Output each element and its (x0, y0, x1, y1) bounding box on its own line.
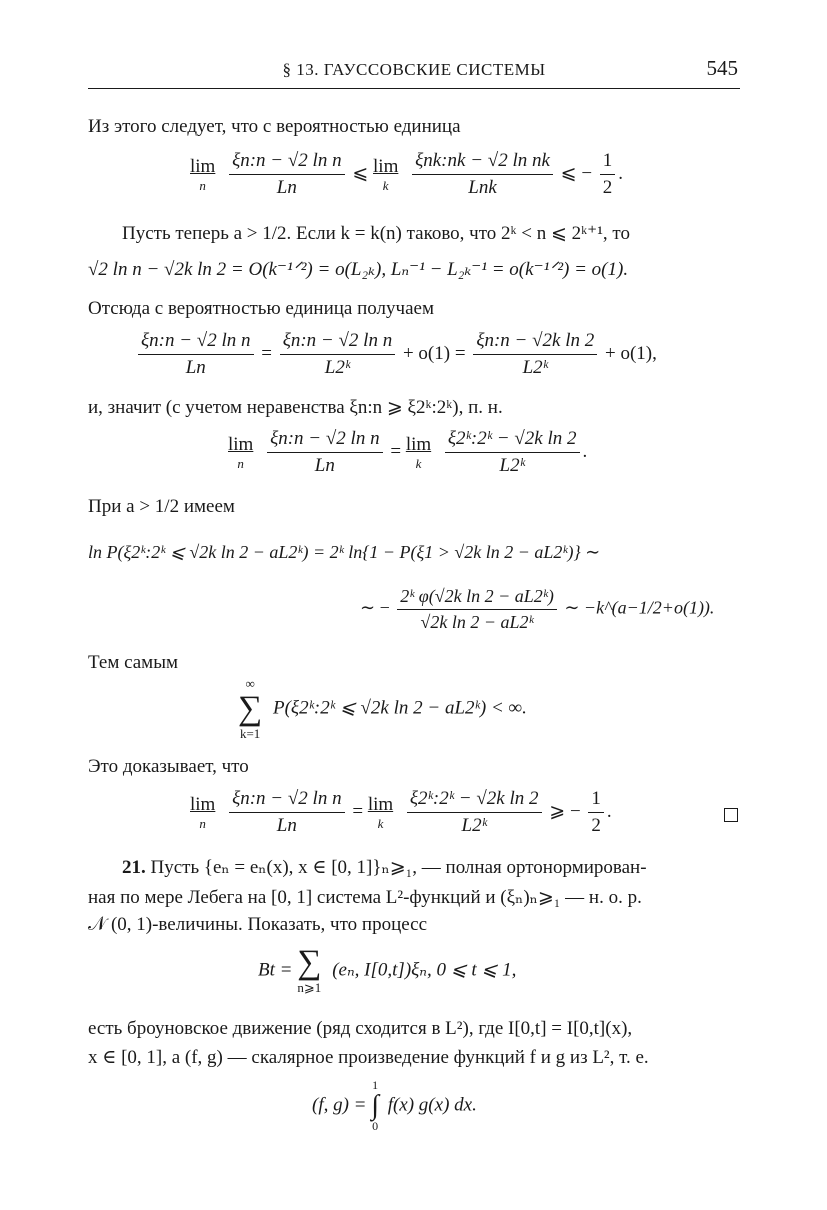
paragraph-5: и, значит (с учетом неравенства ξn:n ⩾ ξ2ᵏ:2ᵏ), п. н. (88, 397, 503, 418)
fraction: $\frac{\text{ξn:n − √2 ln n}}{\text{L2ᵏ}}$ (280, 330, 396, 379)
equation-4-line-2 (360, 586, 714, 633)
term: (eₙ, I[0,t])ξₙ, 0 ⩽ t ⩽ 1, (332, 959, 517, 981)
fraction: $\frac{\text{ξn:n − √2 ln n}}{Ln}$ (138, 330, 254, 379)
relation: ⩽ (352, 162, 369, 184)
fraction: $\frac{\text{ξnk:nk − √2 ln nk}}{\text{Lnk}}$ (412, 150, 553, 199)
problem-text: Пусть {eₙ = eₙ(x), x ∈ [0, 1]}ₙ⩾₁, — полная ортонормирован- (150, 857, 647, 878)
problem-line-1 (122, 856, 774, 879)
page-number: 545 (706, 56, 738, 80)
term: ∼ −k^(a−1/2+o(1)). (564, 597, 715, 618)
relation: ⩾ − (549, 800, 581, 822)
equation-2 (135, 330, 657, 379)
relation: ⩽ − (560, 162, 593, 184)
punctuation: . (606, 800, 612, 822)
fraction: $\frac{\text{2ᵏ φ(√2k ln 2 − aL2ᵏ)}}{\text{√2k ln 2 − aL2ᵏ}}$ (397, 586, 557, 633)
paragraph-4: Отсюда с вероятностью единица получаем (88, 298, 434, 319)
paragraph-3: √2 ln n − √2k ln 2 = O(k⁻¹ᐟ²) = o(L₂ₖ), Lₙ⁻¹ − L₂ₖ⁻¹ = o(k⁻¹ᐟ²) = o(1). (88, 259, 629, 280)
equation-6 (190, 788, 612, 837)
fraction: $\frac{\text{ξn:n − √2 ln n}}{Ln}$ (267, 428, 383, 477)
fraction: $\frac{\text{ξ2ᵏ:2ᵏ − √2k ln 2}}{\text{L2ᵏ}}$ (407, 788, 542, 837)
term: (f, g) = (312, 1094, 367, 1116)
fraction: $\frac{\text{ξ2ᵏ:2ᵏ − √2k ln 2}}{\text{L2ᵏ}}$ (445, 428, 580, 477)
fraction: $\frac{\text{ξn:n − √2k ln 2}}{\text{L2ᵏ}}$ (473, 330, 597, 379)
integral-operator: 1 ∫ 0 (371, 1078, 379, 1133)
term: P(ξ2ᵏ:2ᵏ ⩽ √2k ln 2 − aL2ᵏ) < ∞. (273, 697, 527, 719)
running-header (88, 56, 740, 89)
relation: ∼ − (360, 597, 390, 618)
fraction: $\frac{\text{ξn:n − √2 ln n}}{Ln}$ (229, 150, 345, 199)
paragraph-2: Пусть теперь a > 1/2. Если k = k(n) таково, что 2ᵏ < n ⩽ 2ᵏ⁺¹, то (122, 223, 630, 244)
paragraph-7: Тем самым (88, 652, 178, 673)
qed-square-icon (724, 808, 738, 822)
term: f(x) g(x) dx. (387, 1094, 477, 1116)
equation-7 (258, 946, 516, 996)
sum-operator: ∑ n⩾1 (297, 944, 322, 995)
problem-number: 21. (122, 857, 146, 878)
fraction: $\frac{1}{2}$ (588, 788, 604, 837)
term: + o(1), (605, 342, 657, 364)
relation: = (352, 800, 364, 822)
lim-operator: lim k (405, 433, 432, 471)
lim-operator: lim n (190, 155, 216, 193)
relation: = (261, 342, 272, 364)
term: Bt = (258, 959, 293, 981)
problem-line-2: ная по мере Лебега на [0, 1] система L²-функций и (ξₙ)ₙ⩾₁ — н. о. р. (88, 887, 642, 908)
punctuation: . (618, 162, 624, 184)
fraction: $\frac{\text{ξn:n − √2 ln n}}{Ln}$ (229, 788, 345, 837)
equation-3 (228, 428, 587, 477)
paragraph-10: x ∈ [0, 1], а (f, g) — скалярное произведение функций f и g из L², т. е. (88, 1047, 649, 1068)
lim-operator: lim k (367, 793, 394, 831)
paragraph-9: есть броуновское движение (ряд сходится в L²), где I[0,t] = I[0,t](x), (88, 1018, 633, 1039)
lim-operator: lim n (228, 433, 254, 471)
paragraph-1: Из этого следует, что с вероятностью единица (88, 116, 461, 137)
equation-8 (312, 1078, 477, 1134)
lim-operator: lim k (373, 155, 399, 193)
sum-operator: ∞ ∑ k=1 (238, 676, 263, 741)
problem-line-3: 𝒩 (0, 1)-величины. Показать, что процесс (88, 914, 428, 935)
equation-4-line-1: ln P(ξ2ᵏ:2ᵏ ⩽ √2k ln 2 − aL2ᵏ) = 2ᵏ ln{1 − P(ξ1 > √2k ln 2 − aL2ᵏ)} ∼ (88, 542, 601, 562)
equation-5 (238, 676, 527, 742)
punctuation: . (582, 440, 588, 462)
equation-1 (190, 150, 623, 199)
fraction: $\frac{1}{2}$ (600, 150, 616, 199)
lim-operator: lim n (190, 793, 216, 831)
running-title: § 13. ГАУССОВСКИЕ СИСТЕМЫ (282, 60, 546, 79)
relation: = (390, 440, 402, 462)
paragraph-6: При a > 1/2 имеем (88, 496, 235, 517)
paragraph-8: Это доказывает, что (88, 756, 249, 777)
relation: + o(1) = (402, 342, 466, 364)
